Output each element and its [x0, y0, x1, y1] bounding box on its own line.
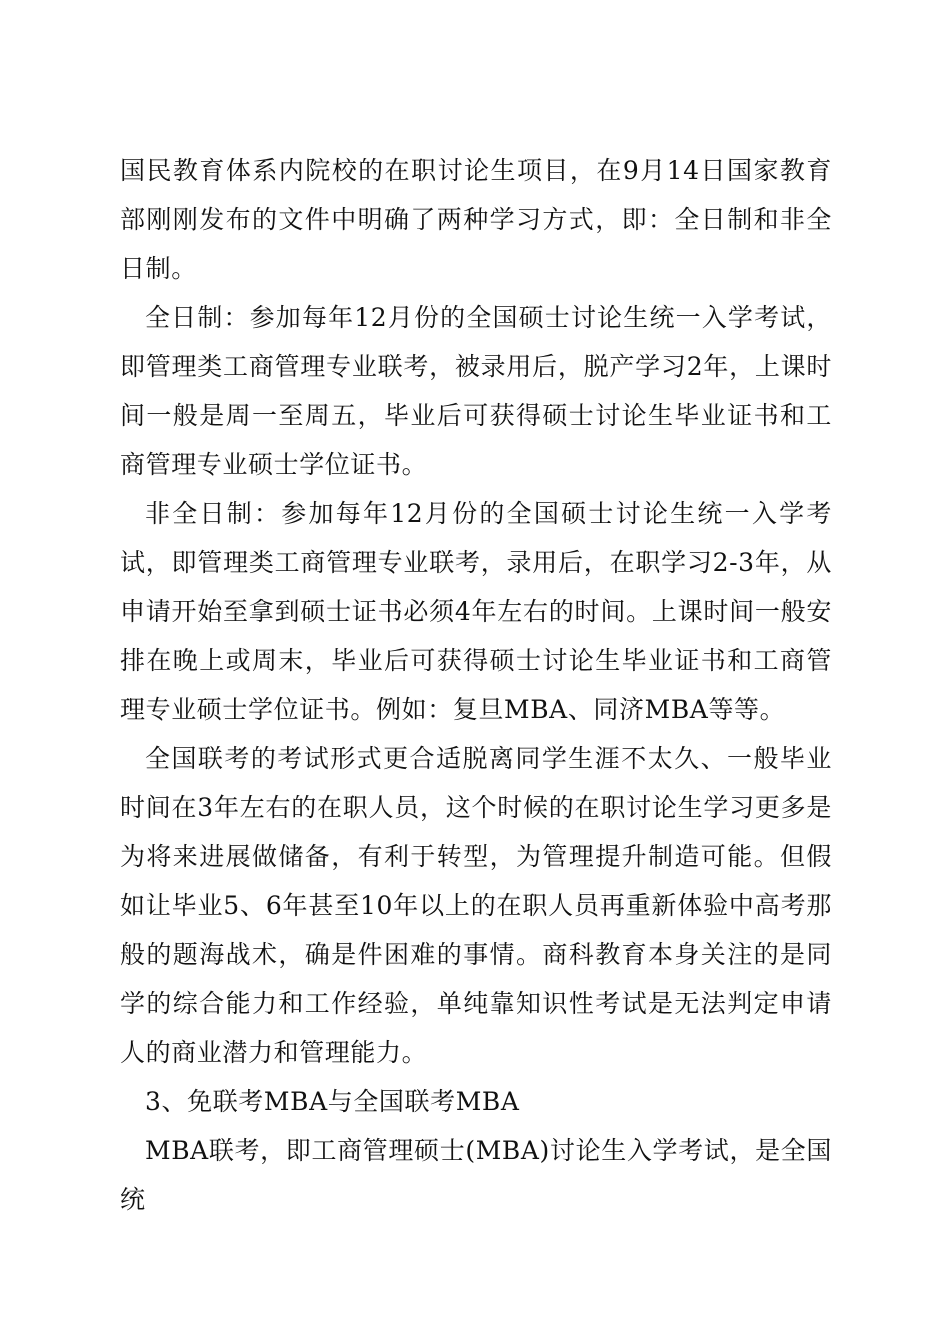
paragraph-national-exam: 全国联考的考试形式更合适脱离同学生涯不太久、一般毕业时间在3年左右的在职人员，这个时候的在职讨论生学习更多是为将来进展做储备，有利于转型，为管理提升制造可能。但假如让毕业5、6年甚至10年以上的在职人员再重新体验中高考那般的题海战术，确是件困难的事情。商科教育本身关注的是同学的综合能力和工作经验，单纯靠知识性考试是无法判定申请人的商业潜力和管理能力。 — [120, 744, 832, 1067]
paragraph-intro: 国民教育体系内院校的在职讨论生项目，在9月14日国家教育部刚刚发布的文件中明确了两种学习方式，即：全日制和非全日制。 — [120, 156, 832, 283]
document-body — [120, 146, 832, 1224]
paragraph-part-time: 非全日制：参加每年12月份的全国硕士讨论生统一入学考试，即管理类工商管理专业联考，录用后，在职学习2-3年，从申请开始至拿到硕士证书必须4年左右的时间。上课时间一般安排在晚上或周末，毕业后可获得硕士讨论生毕业证书和工商管理专业硕士学位证书。例如：复旦MBA、同济MBA等等。 — [120, 499, 832, 724]
section-heading: 3、免联考MBA与全国联考MBA — [145, 1087, 520, 1116]
paragraph-mba-exam: MBA联考，即工商管理硕士(MBA)讨论生入学考试，是全国统 — [120, 1136, 832, 1214]
paragraph-full-time: 全日制：参加每年12月份的全国硕士讨论生统一入学考试，即管理类工商管理专业联考，被录用后，脱产学习2年，上课时间一般是周一至周五，毕业后可获得硕士讨论生毕业证书和工商管理专业硕士学位证书。 — [120, 303, 832, 479]
